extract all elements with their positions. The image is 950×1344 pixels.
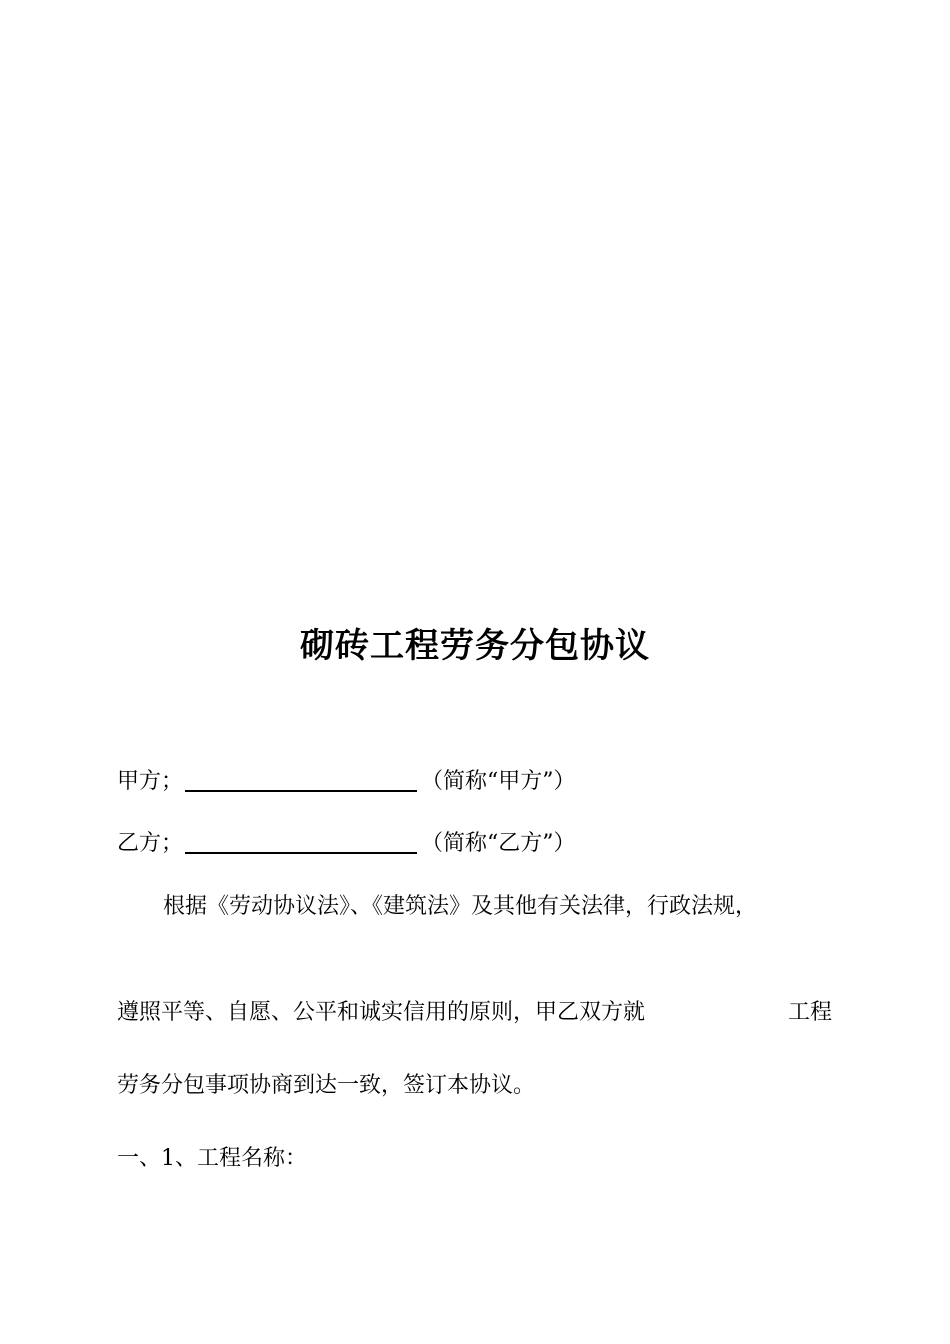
party-b-blank[interactable] (185, 830, 417, 854)
paragraph-line-3: 劳务分包事项协商到达一致，签订本协议。 (117, 1073, 536, 1098)
party-b-label: 乙方； (117, 831, 184, 856)
document-title: 砌砖工程劳务分包协议 (300, 626, 650, 666)
party-a-suffix: （简称“甲方”） (421, 769, 576, 794)
party-b-suffix: （简称“乙方”） (421, 831, 576, 856)
paragraph-line-1: 根据《劳动协议法》、《建筑法》及其他有关法律，行政法规， (163, 894, 758, 919)
party-a-blank[interactable] (185, 768, 417, 792)
paragraph-line-2-project: 工程 (788, 1000, 833, 1025)
party-a-line (117, 767, 576, 797)
party-a-label: 甲方； (117, 769, 184, 794)
party-b-line (117, 829, 576, 859)
paragraph-line-2: 遵照平等、自愿、公平和诚实信用的原则，甲乙双方就 (117, 1000, 646, 1025)
section1-item1: 一、1、工程名称： (117, 1146, 307, 1171)
